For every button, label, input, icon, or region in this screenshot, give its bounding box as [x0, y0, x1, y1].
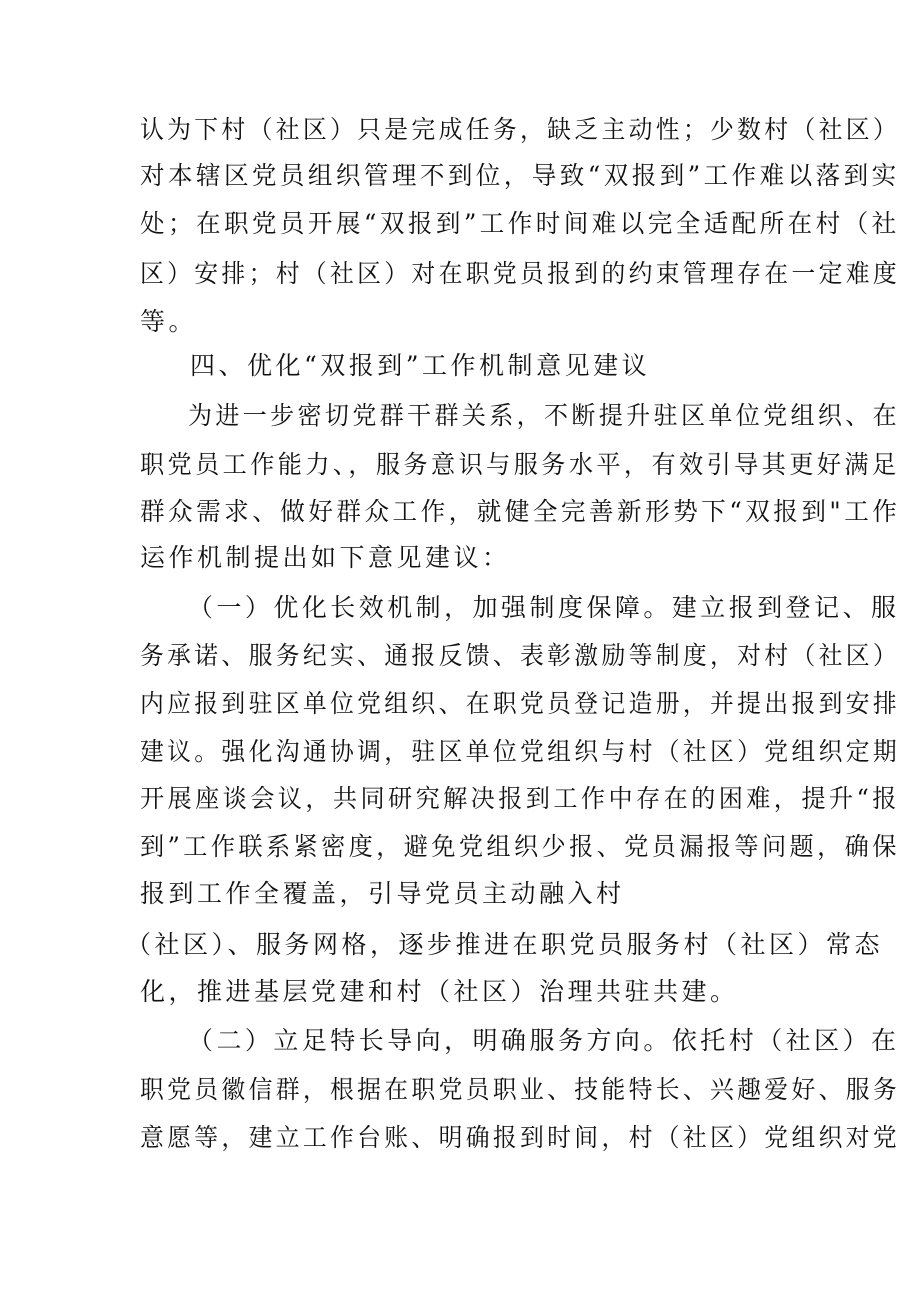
body-text-line: 内应报到驻区单位党组织、在职党员登记造册，并提出报到安排 — [140, 689, 901, 718]
body-text-line: 务承诺、服务纪实、通报反馈、表彰激励等制度，对村（社区） — [140, 641, 901, 670]
subsection-heading-line: （一）优化长效机制，加强制度保障。建立报到登记、服 — [188, 593, 900, 622]
body-text-line: 职党员工作能力、，服务意识与服务水平，有效引导其更好满足 — [140, 450, 900, 479]
body-text-line: 运作机制提出如下意见建议： — [140, 543, 511, 572]
body-text-line: 意愿等，建立工作台账、明确报到时间，村（社区）党组织对党 — [140, 1123, 901, 1152]
body-text-line: 区）安排；村（社区）对在职党员报到的约束管理存在一定难度 — [140, 259, 901, 288]
subsection-heading-line: （二）立足特长导向，明确服务方向。依托村（社区）在 — [188, 1026, 900, 1055]
section-heading: 四、优化“双报到”工作机制意见建议 — [190, 351, 651, 380]
paragraph-first-line: 为进一步密切党群干群关系，不断提升驻区单位党组织、在 — [188, 401, 901, 430]
body-text-line: 化，推进基层党建和村（社区）治理共驻共建。 — [140, 977, 739, 1006]
body-text-line: 建议。强化沟通协调，驻区单位党组织与村（社区）党组织定期 — [140, 737, 901, 766]
body-text-line: 到”工作联系紧密度，避免党组织少报、党员漏报等问题，确保 — [140, 832, 900, 861]
body-text-line: 处；在职党员开展“双报到”工作时间难以完全适配所在村（社 — [140, 209, 900, 238]
body-text-line: 职党员徽信群，根据在职党员职业、技能特长、兴趣爱好、服务 — [140, 1075, 901, 1104]
body-text-line: 开展座谈会议，共同研究解决报到工作中存在的困难，提升“报 — [140, 784, 900, 813]
body-text-line: 认为下村（社区）只是完成任务，缺乏主动性；少数村（社区） — [140, 115, 901, 144]
body-text-line: 报到工作全覆盖，引导党员主动融入村 — [140, 879, 625, 908]
body-text-line: 对本辖区党员组织管理不到位，导致“双报到”工作难以落到实 — [140, 161, 900, 190]
body-text-line: 群众需求、做好群众工作，就健全完善新形势下“双报到"工作 — [140, 497, 901, 526]
body-text-line: 等。 — [140, 307, 198, 336]
body-text-line: （社区）、服务网格，逐步推进在职党员服务村（社区）常态 — [126, 930, 884, 959]
